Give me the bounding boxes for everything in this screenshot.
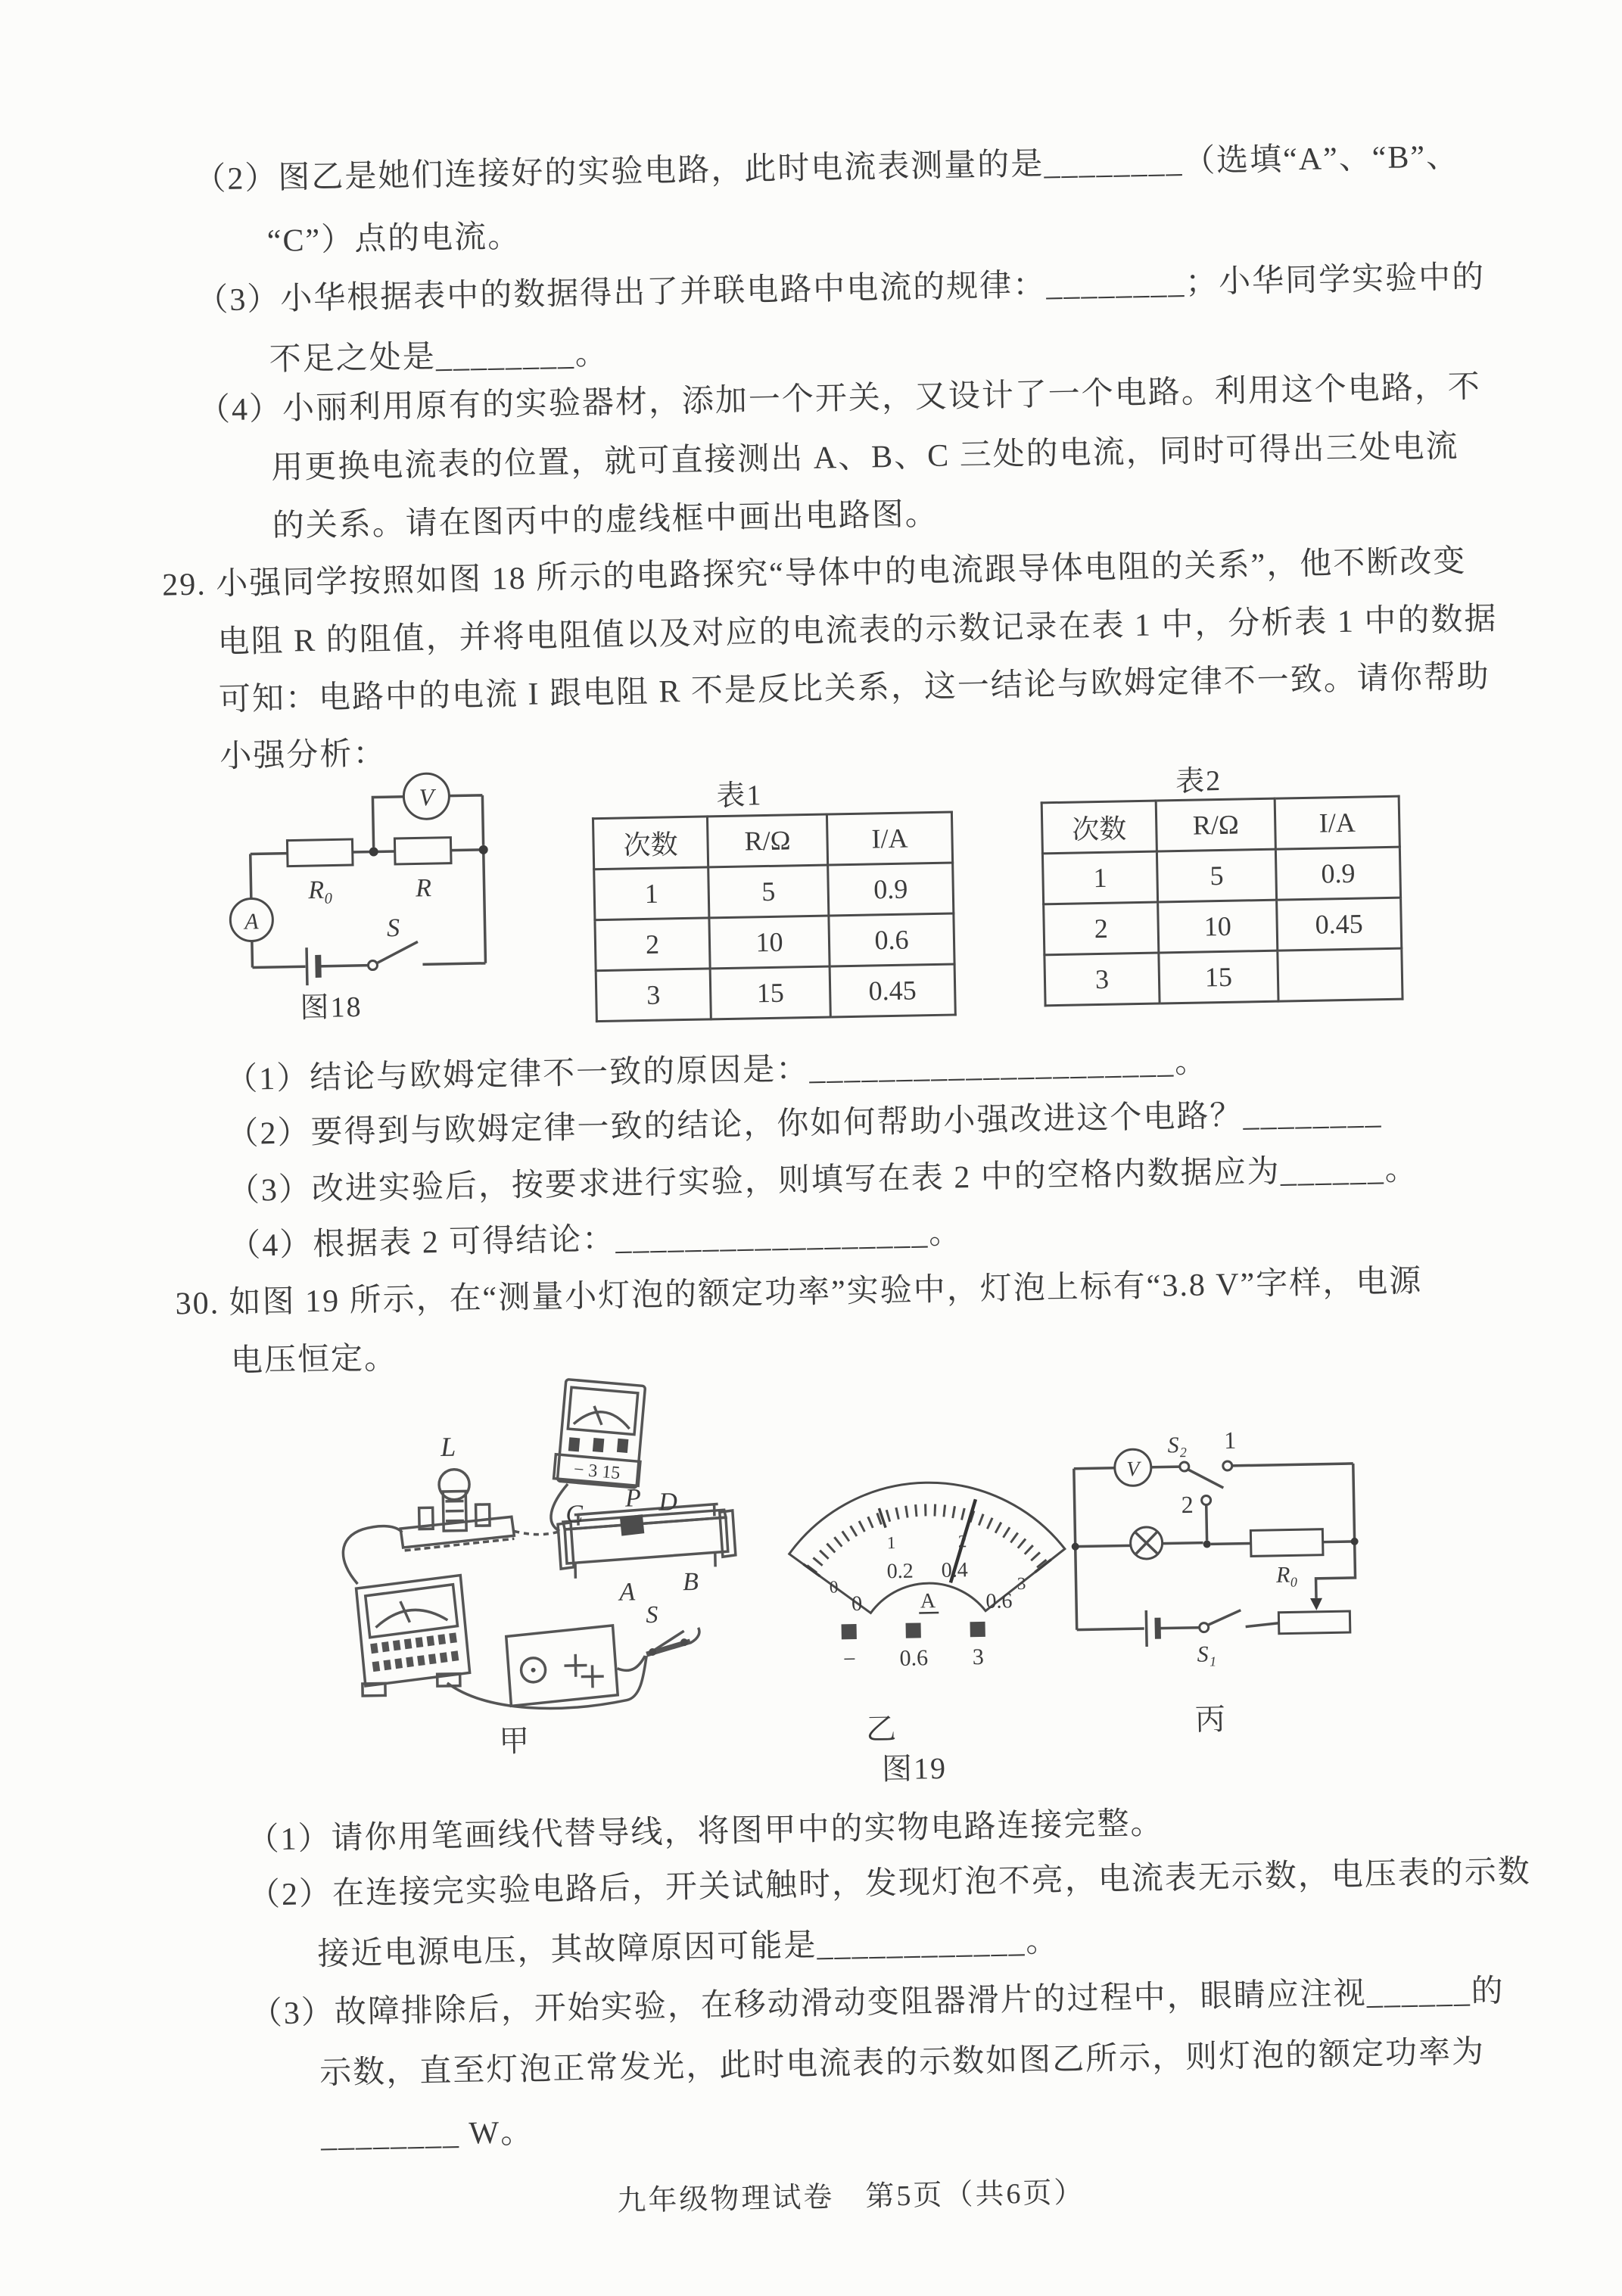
table-2 bbox=[1041, 795, 1404, 1007]
question-line: 电阻 R 的阻值，并将电阻值以及对应的电流表的示数记录在表 1 中，分析表 1 中的数据 bbox=[217, 602, 1498, 661]
lamp-symbol bbox=[1130, 1527, 1163, 1560]
voltmeter-label: V bbox=[1126, 1458, 1140, 1482]
table-header-cell: R/Ω bbox=[1156, 798, 1275, 851]
scale-bot-04: 0.4 bbox=[941, 1558, 969, 1582]
question-line: 用更换电流表的位置，就可直接测出 A、B、C 三处的电流，同时可得出三处电流 bbox=[271, 429, 1459, 486]
terminal-06-label: 0.6 bbox=[899, 1645, 929, 1671]
rheostat-a-label: A bbox=[618, 1578, 636, 1607]
table-cell: 1 bbox=[594, 867, 709, 920]
table-row bbox=[1044, 898, 1402, 955]
page-footer: 九年级物理试卷 第5页（共6页） bbox=[617, 2176, 1085, 2217]
table-row bbox=[595, 913, 954, 971]
table-header-cell: 次数 bbox=[1041, 801, 1157, 854]
slider-arrow bbox=[1310, 1598, 1322, 1610]
table-cell: 15 bbox=[1159, 950, 1278, 1003]
resistor-r0-symbol bbox=[1250, 1529, 1323, 1557]
switch-s-label: S bbox=[645, 1600, 658, 1629]
table-cell: 10 bbox=[709, 916, 830, 969]
r0-label: R₀ bbox=[1275, 1562, 1299, 1588]
junction-dot bbox=[479, 845, 488, 854]
junction-dot bbox=[369, 847, 378, 856]
resistor-r0-symbol bbox=[287, 839, 353, 866]
question-line: （1）请你用笔画线代替导线，将图甲中的实物电路连接完整。 bbox=[247, 1806, 1164, 1858]
table-row bbox=[1044, 948, 1403, 1006]
terminal-minus bbox=[842, 1624, 857, 1639]
question-line: 电压恒定。 bbox=[230, 1341, 398, 1380]
scale-bot-06: 0.6 bbox=[985, 1589, 1013, 1613]
switch-symbol bbox=[368, 941, 419, 969]
junction-dot bbox=[1203, 1540, 1211, 1548]
figure-18-caption: 图18 bbox=[300, 991, 363, 1025]
circuit-wires bbox=[249, 795, 485, 968]
question-line: ________ W。 bbox=[320, 2114, 534, 2154]
contact-2-label: 2 bbox=[1181, 1490, 1194, 1519]
rheostat-p-label: P bbox=[624, 1484, 642, 1513]
question-line: （4）小丽利用原有的实验器材，添加一个开关，又设计了一个电路。利用这个电路，不 bbox=[198, 369, 1482, 428]
resistor-r-symbol bbox=[394, 838, 451, 864]
table-row bbox=[1042, 847, 1400, 904]
question-line: （4）根据表 2 可得结论：__________________。 bbox=[228, 1215, 963, 1265]
terminal-3 bbox=[970, 1622, 985, 1637]
lamp-sketch bbox=[400, 1468, 515, 1551]
question-line: （2）要得到与欧姆定律一致的结论，你如何帮助小强改进这个电路？________ bbox=[226, 1096, 1383, 1153]
question-line: （1）结论与欧姆定律不一致的原因是：_____________________。 bbox=[225, 1044, 1209, 1098]
question-line: 可知：电路中的电流 I 跟电阻 R 不是反比关系，这一结论与欧姆定律不一致。请你帮助 bbox=[218, 659, 1491, 718]
table-1-caption: 表1 bbox=[716, 779, 763, 813]
table-cell: 2 bbox=[1044, 902, 1159, 955]
figure-19-caption: 图19 bbox=[881, 1750, 948, 1787]
table-header-cell: 次数 bbox=[593, 817, 708, 870]
terminal-minus-label: − bbox=[842, 1647, 857, 1672]
question-line: （2）图乙是她们连接好的实验电路，此时电流表测量的是________（选填“A”、“B”、 bbox=[193, 139, 1460, 198]
table-cell: 0.9 bbox=[1275, 847, 1400, 900]
table-cell: 3 bbox=[1044, 953, 1160, 1006]
table-row bbox=[594, 863, 954, 920]
question-line: 30. 如图 19 所示，在“测量小灯泡的额定功率”实验中，灯泡上标有“3.8 V”字样，电源 bbox=[175, 1264, 1423, 1322]
battery-symbol bbox=[307, 947, 319, 985]
table-cell: 15 bbox=[710, 966, 830, 1019]
table-cell: 0.45 bbox=[1277, 898, 1402, 950]
contact-1-label: 1 bbox=[1223, 1426, 1237, 1454]
table-header-cell: I/A bbox=[827, 812, 952, 865]
table-header-cell: I/A bbox=[1275, 796, 1399, 849]
table-row bbox=[1041, 796, 1399, 854]
voltmeter-terminal-marks: − 3 15 bbox=[572, 1459, 621, 1484]
scale-top-0: 0 bbox=[829, 1577, 839, 1597]
question-line: 示数，直至灯泡正常发光，此时电流表的示数如图乙所示，则灯泡的额定功率为 bbox=[319, 2034, 1486, 2092]
scale-top-3: 3 bbox=[1016, 1573, 1026, 1594]
table-cell: 2 bbox=[595, 918, 710, 971]
table-cell: 10 bbox=[1158, 900, 1278, 953]
question-line: 的关系。请在图丙中的虚线框中画出电路图。 bbox=[272, 496, 939, 544]
question-line: （3）故障排除后，开始实验，在移动滑动变阻器滑片的过程中，眼睛应注视______的 bbox=[250, 1974, 1505, 2032]
rheostat-b-label: B bbox=[682, 1567, 699, 1597]
ammeter-label: A bbox=[244, 909, 259, 935]
question-line: （3）小华根据表中的数据得出了并联电路中电流的规律：________；小华同学实验中的 bbox=[195, 260, 1486, 319]
table-row bbox=[596, 964, 955, 1022]
tick-band bbox=[811, 1508, 1044, 1570]
r0-label: R₀ bbox=[308, 876, 334, 905]
figure-19-jia-apparatus bbox=[329, 1370, 775, 1757]
battery-box-sketch bbox=[506, 1626, 618, 1706]
figure-19-bing-label: 丙 bbox=[1194, 1702, 1228, 1737]
figure-19-jia-label: 甲 bbox=[498, 1723, 531, 1759]
question-line: 不足之处是________。 bbox=[269, 336, 609, 378]
question-line: （3）改进实验后，按要求进行实验，则填写在表 2 中的空格内数据应为______。 bbox=[227, 1152, 1419, 1209]
table-cell bbox=[1278, 948, 1403, 1001]
junction-dot bbox=[1072, 1543, 1079, 1551]
figure-19-yi-label: 乙 bbox=[865, 1712, 898, 1747]
table-cell: 1 bbox=[1042, 851, 1157, 904]
question-line: 接近电源电压，其故障原因可能是____________。 bbox=[317, 1924, 1060, 1973]
scale-bot-02: 0.2 bbox=[886, 1559, 914, 1584]
question-line: 29. 小强同学按照如图 18 所示的电路探究“导体中的电流跟导体电阻的关系”，他不断改变 bbox=[161, 543, 1467, 603]
voltmeter-label: V bbox=[419, 783, 434, 811]
table-cell: 0.45 bbox=[830, 964, 955, 1017]
battery-symbol bbox=[1146, 1610, 1158, 1647]
switch-s1-symbol bbox=[1199, 1610, 1241, 1632]
table-header-cell: R/Ω bbox=[707, 814, 827, 867]
table-cell: 0.6 bbox=[829, 913, 954, 966]
table-1 bbox=[592, 810, 957, 1022]
question-line: “C”）点的电流。 bbox=[266, 219, 521, 259]
rheostat-symbol bbox=[1278, 1611, 1350, 1634]
question-line: （2）在连接完实验电路后，开关试触时，发现灯泡不亮，电流表无示数，电压表的示数 bbox=[248, 1854, 1532, 1913]
rheostat-d-label: D bbox=[658, 1488, 678, 1517]
table-2-caption: 表2 bbox=[1175, 764, 1222, 798]
junction-dot bbox=[1351, 1538, 1359, 1545]
terminal-06 bbox=[906, 1622, 921, 1638]
rheostat-c-label: C bbox=[565, 1500, 584, 1529]
figure-19-yi-ammeter-dial bbox=[786, 1459, 1093, 1699]
major-ticks bbox=[802, 1505, 1051, 1576]
table-cell: 0.9 bbox=[828, 863, 954, 916]
voltmeter-sketch bbox=[553, 1379, 646, 1488]
s2-label: S₂ bbox=[1167, 1432, 1188, 1458]
rheostat-sketch bbox=[558, 1504, 736, 1579]
lamp-label: L bbox=[440, 1431, 456, 1463]
scale-top-1: 1 bbox=[886, 1533, 896, 1553]
scale-bot-0: 0 bbox=[851, 1591, 863, 1616]
scale-top-2: 2 bbox=[957, 1532, 967, 1551]
table-cell: 3 bbox=[596, 969, 711, 1022]
figure-19-bing-circuit bbox=[1065, 1413, 1372, 1675]
switch-sketch bbox=[646, 1628, 700, 1656]
wires-sketch bbox=[342, 1482, 648, 1712]
ammeter-sketch bbox=[356, 1575, 470, 1696]
figure-18-circuit bbox=[220, 758, 509, 1036]
terminal-3-label: 3 bbox=[972, 1644, 985, 1670]
table-row bbox=[593, 812, 952, 870]
table-cell: 5 bbox=[1157, 849, 1276, 902]
unit-label: A bbox=[920, 1589, 936, 1613]
r-label: R bbox=[415, 874, 432, 903]
table-cell: 5 bbox=[708, 865, 829, 918]
s1-label: S₁ bbox=[1197, 1641, 1217, 1667]
question-line: 小强分析： bbox=[219, 736, 387, 775]
switch-label: S bbox=[386, 913, 400, 943]
